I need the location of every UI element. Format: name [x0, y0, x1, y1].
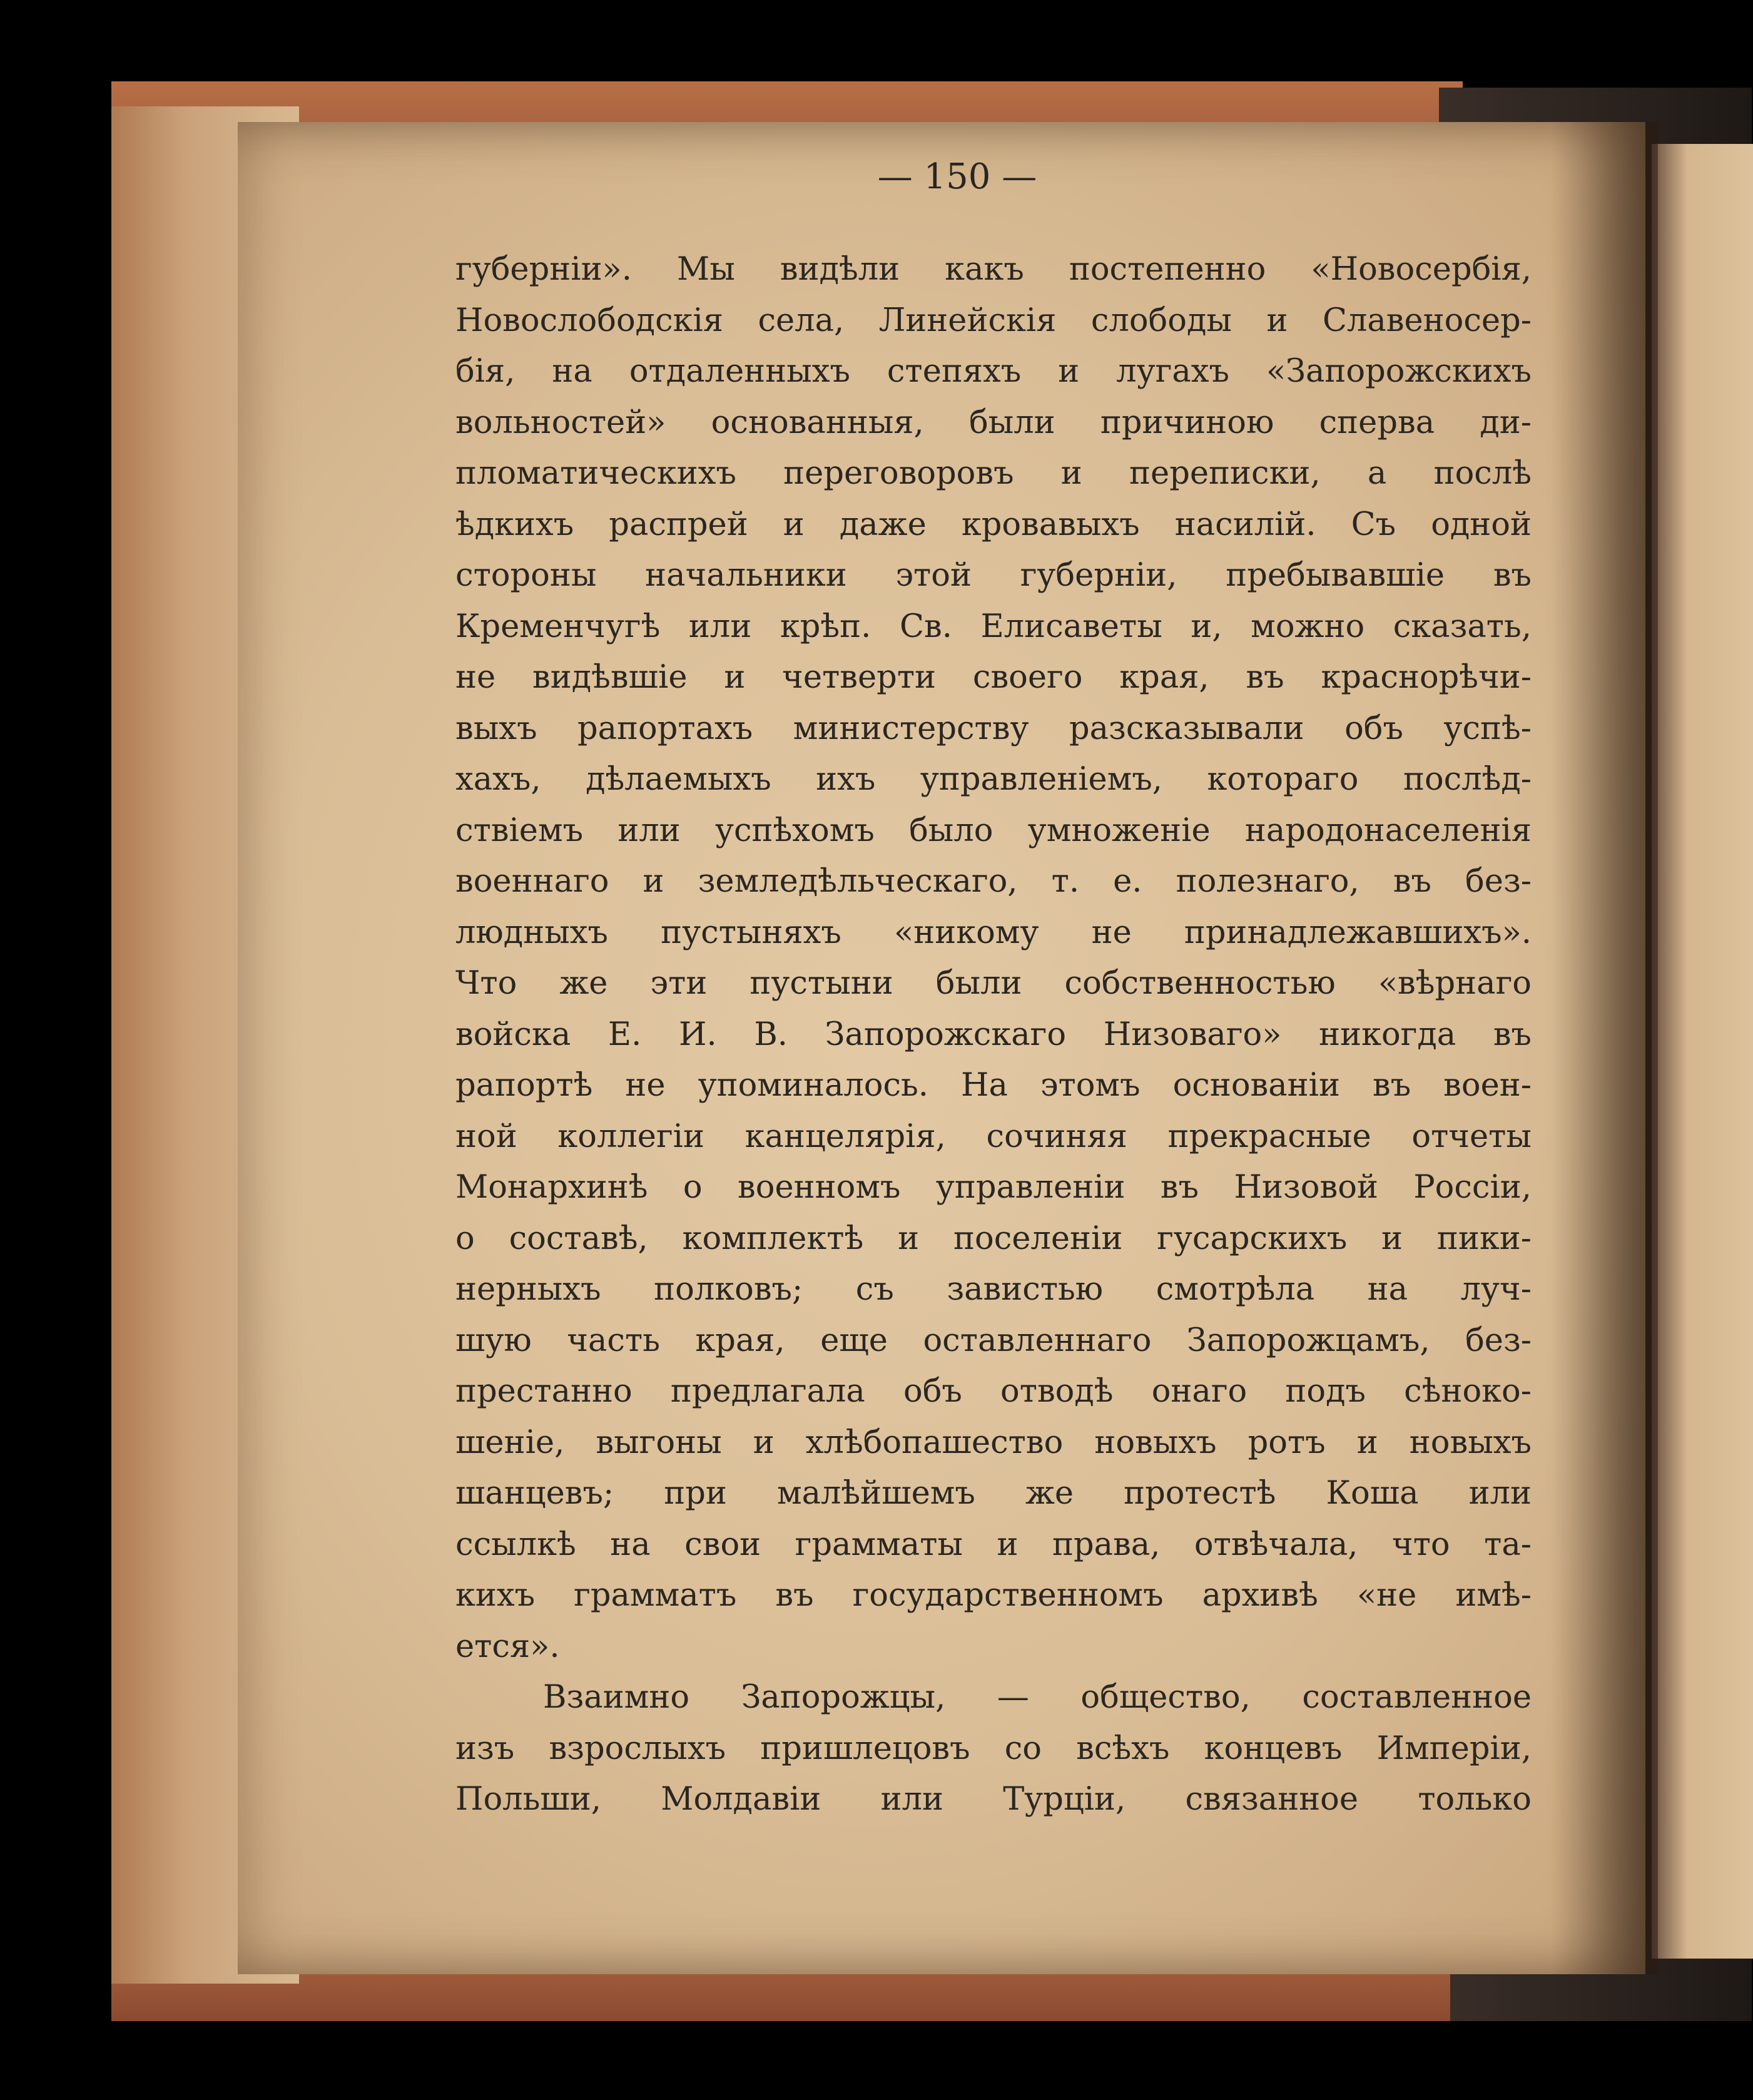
- page-number: — 150 —: [877, 156, 1037, 197]
- text-line: престанно предлагала объ отводѣ онаго подъ сѣноко-: [455, 1373, 1532, 1410]
- text-line: нерныхъ полковъ; съ завистью смотрѣла на луч-: [455, 1271, 1532, 1308]
- text-line: Новослободскія села, Линейскія слободы и Славеносер-: [455, 302, 1532, 339]
- text-line: ствіемъ или успѣхомъ было умноженіе народонаселенія: [455, 812, 1532, 849]
- text-line: хахъ, дѣлаемыхъ ихъ управленіемъ, котораго послѣд-: [455, 761, 1532, 798]
- text-line: выхъ рапортахъ министерству разсказывали объ успѣ-: [455, 710, 1532, 747]
- text-line: кихъ грамматъ въ государственномъ архивѣ «не имѣ-: [455, 1577, 1532, 1614]
- text-line: людныхъ пустыняхъ «никому не принадлежавшихъ».: [455, 914, 1532, 951]
- text-line: изъ взрослыхъ пришлецовъ со всѣхъ концевъ Имперіи,: [455, 1730, 1532, 1767]
- text-line: Польши, Молдавіи или Турціи, связанное только: [455, 1781, 1532, 1818]
- text-line: Кременчугѣ или крѣп. Св. Елисаветы и, можно сказать,: [455, 608, 1532, 645]
- text-line: ется».: [455, 1628, 560, 1665]
- text-line-paragraph-start: Взаимно Запорожцы, — общество, составленное: [543, 1679, 1532, 1716]
- text-line: бія, на отдаленныхъ степяхъ и лугахъ «Запорожскихъ: [455, 353, 1532, 390]
- text-line: ссылкѣ на свои грамматы и права, отвѣчала, что та-: [455, 1526, 1532, 1563]
- text-line: о составѣ, комплектѣ и поселеніи гусарскихъ и пики-: [455, 1220, 1532, 1257]
- text-line: шеніе, выгоны и хлѣбопашество новыхъ ротъ и новыхъ: [455, 1424, 1532, 1461]
- text-line: не видѣвшіе и четверти своего края, въ краснорѣчи-: [455, 659, 1532, 696]
- text-line: шую часть края, еще оставленнаго Запорожцамъ, без-: [455, 1322, 1532, 1359]
- page-gutter-shadow: [1552, 122, 1658, 1974]
- text-line: войска Е. И. В. Запорожскаго Низоваго» никогда въ: [455, 1016, 1532, 1053]
- text-line: вольностей» основанныя, были причиною сперва ди-: [455, 404, 1532, 441]
- text-line: ной коллегіи канцелярія, сочиняя прекрасные отчеты: [455, 1118, 1532, 1155]
- text-line: ѣдкихъ распрей и даже кровавыхъ насилій. Съ одной: [455, 506, 1532, 543]
- text-line: Что же эти пустыни были собственностью «вѣрнаго: [455, 965, 1532, 1002]
- text-line: военнаго и земледѣльческаго, т. е. полезнаго, въ без-: [455, 863, 1532, 900]
- facing-page-edge: [1652, 144, 1753, 1959]
- text-line: стороны начальники этой губерніи, пребывавшіе въ: [455, 557, 1532, 594]
- text-line: рапортѣ не упоминалось. На этомъ основаніи въ воен-: [455, 1067, 1532, 1104]
- text-line: Монархинѣ о военномъ управленіи въ Низовой Россіи,: [455, 1169, 1532, 1206]
- text-line: пломатическихъ переговоровъ и переписки, а послѣ: [455, 455, 1532, 492]
- text-line: шанцевъ; при малѣйшемъ же протестѣ Коша или: [455, 1475, 1532, 1512]
- text-line: губерніи». Мы видѣли какъ постепенно «Новосербія,: [455, 251, 1532, 288]
- page-text: [455, 244, 1532, 1825]
